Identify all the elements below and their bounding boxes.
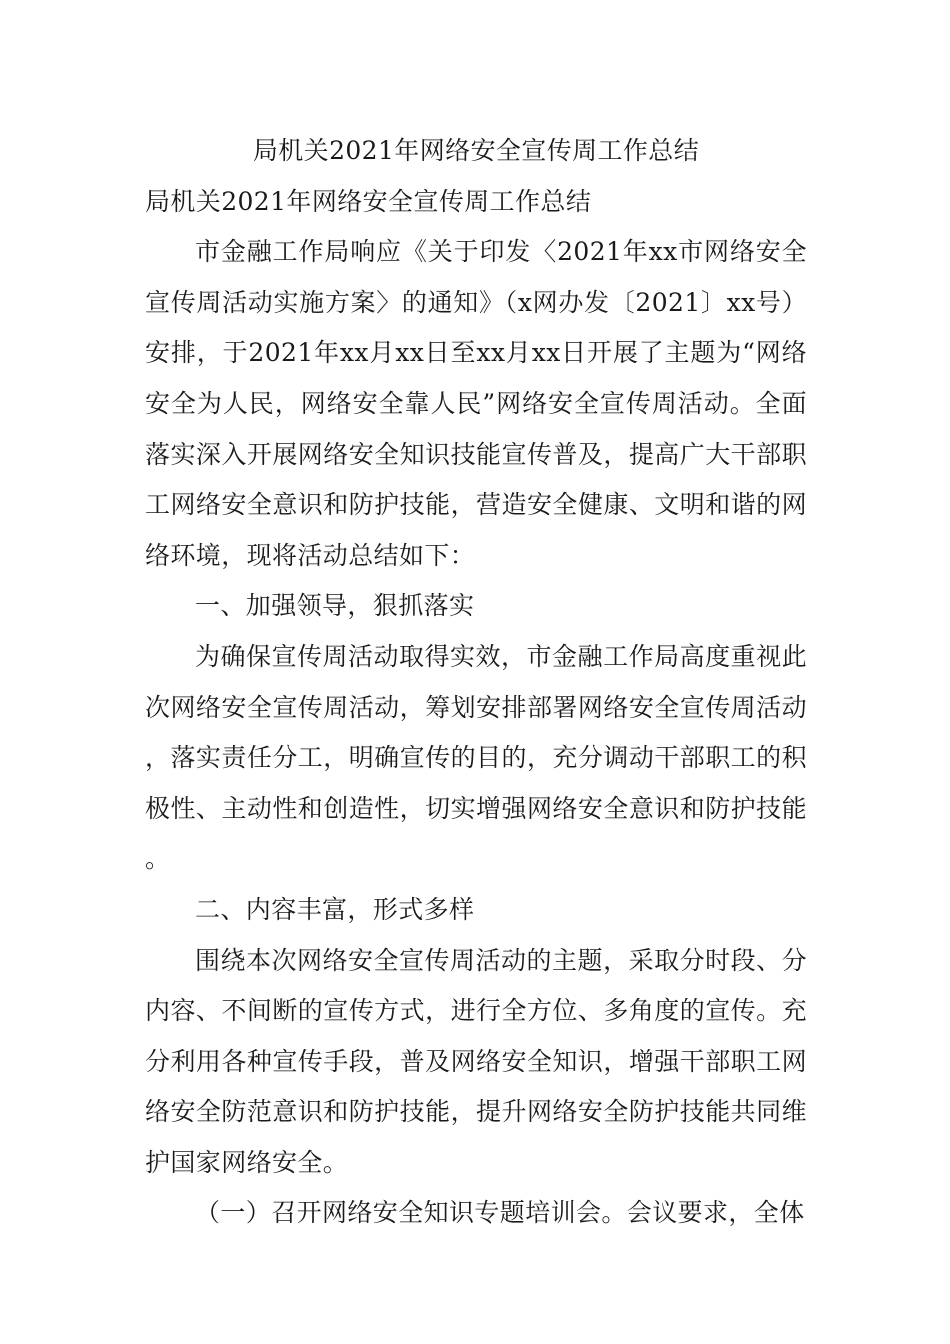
section-2-paragraph: 围绕本次网络安全宣传周活动的主题，采取分时段、分内容、不间断的宣传方式，进行全方位、多角度的宣传。充分利用各种宣传手段，普及网络安全知识，增强干部职工网络安全防范意识和防护技能，提升网络安全防护技能共同维护国家网络安全。: [145, 945, 807, 1177]
section-2-item-1: （一）召开网络安全知识专题培训会。会议要求，全体: [195, 1198, 805, 1228]
section-1-heading: 一、加强领导，狠抓落实: [195, 591, 475, 621]
document-subtitle: 局机关2021年网络安全宣传周工作总结: [145, 186, 592, 216]
section-1-paragraph: 为确保宣传周活动取得实效，市金融工作局高度重视此次网络安全宣传周活动，筹划安排部署网络安全宣传周活动，落实责任分工，明确宣传的目的，充分调动干部职工的积极性、主动性和创造性，切实增强网络安全意识和防护技能。: [145, 641, 807, 874]
section-2-heading: 二、内容丰富，形式多样: [195, 894, 475, 924]
document-title: 局机关2021年网络安全宣传周工作总结: [252, 136, 700, 165]
intro-paragraph: 市金融工作局响应《关于印发〈2021年xx市网络安全宣传周活动实施方案〉的通知》（x网办发〔2021〕xx号）安排，于2021年xx月xx日至xx月xx日开展了主题为“网络安全为人民，网络安全靠人民”网络安全宣传周活动。全面落实深入开展网络安全知识技能宣传普及，提高广大干部职工网络安全意识和防护技能，营造安全健康、文明和谐的网络环境，现将活动总结如下：: [145, 237, 807, 570]
document-body: [145, 126, 807, 1239]
